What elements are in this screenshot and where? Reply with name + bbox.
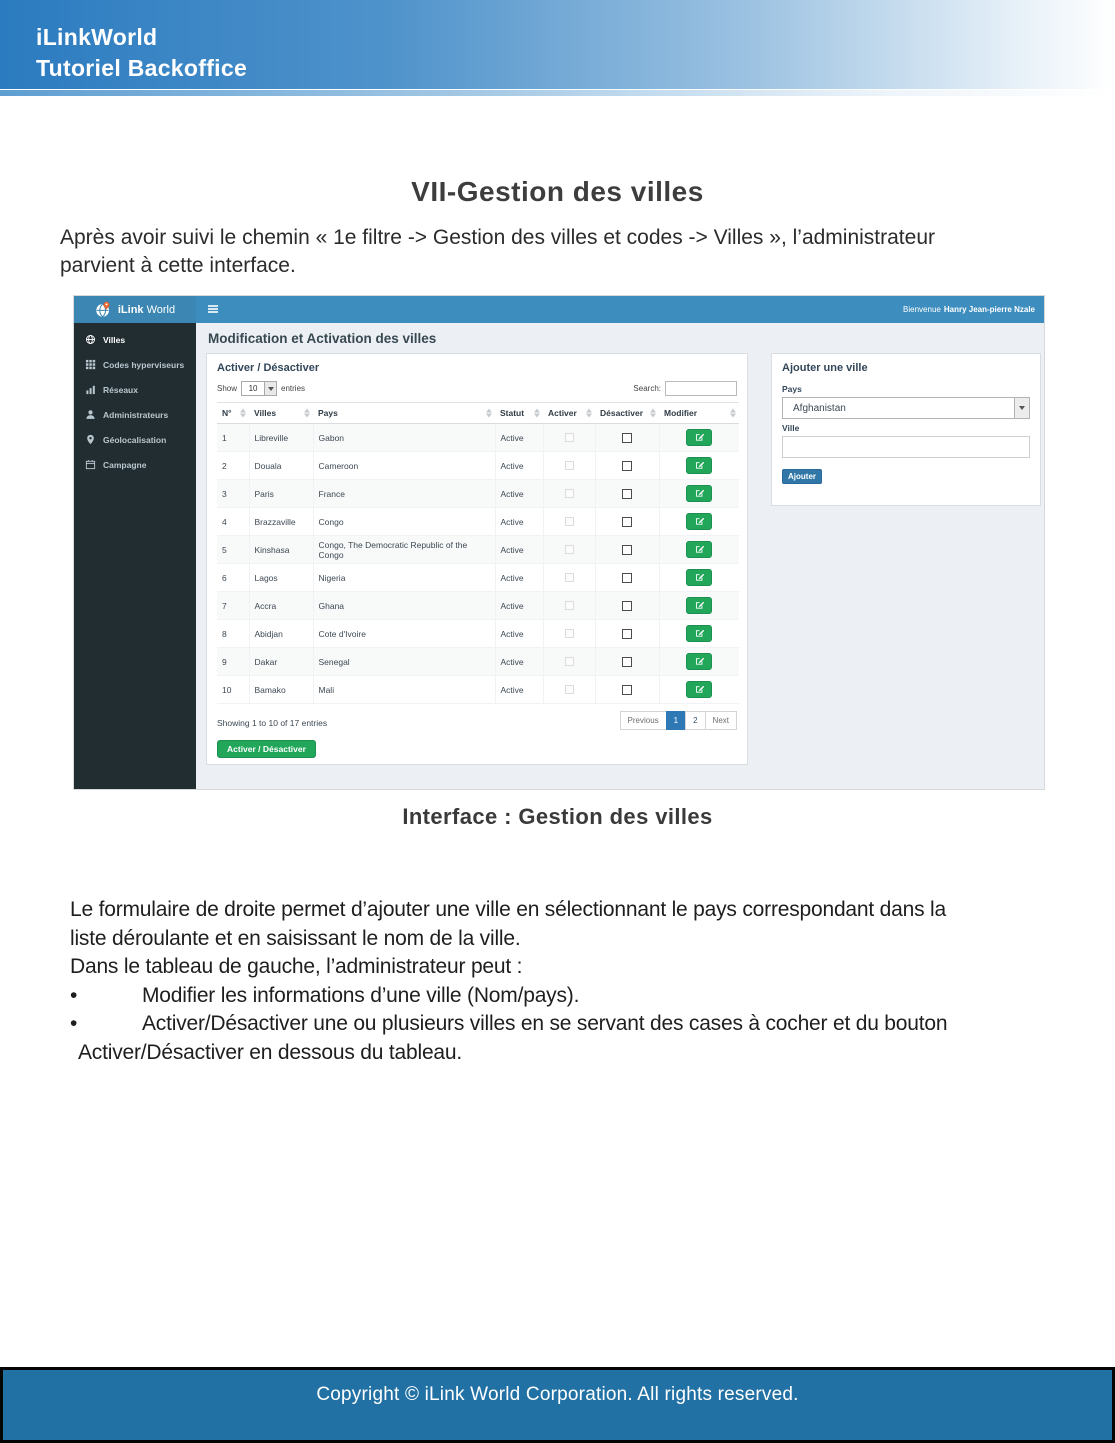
table-info: Showing 1 to 10 of 17 entries xyxy=(217,718,328,728)
cell-ville: Libreville xyxy=(249,424,313,452)
app-content xyxy=(196,323,1044,789)
activer-desactiver-button[interactable]: Activer / Désactiver xyxy=(217,740,316,758)
figure-caption: Interface : Gestion des villes xyxy=(402,804,713,829)
cell-modifier xyxy=(659,536,739,564)
table-header xyxy=(217,403,739,424)
cell-statut: Active xyxy=(495,508,543,536)
logo-text: iLink World xyxy=(117,303,176,316)
body-line: Activer/Désactiver en dessous du tableau. xyxy=(78,1040,463,1064)
desactiver-checkbox[interactable] xyxy=(622,657,632,667)
sidebar-item-villes[interactable]: Villes xyxy=(74,327,196,352)
desactiver-checkbox[interactable] xyxy=(622,685,632,695)
brand-name: iLinkWorld xyxy=(36,24,158,50)
column-header[interactable]: Activer xyxy=(543,403,595,424)
cell-num: 2 xyxy=(217,452,249,480)
table-row xyxy=(217,508,739,536)
cell-ville: Brazzaville xyxy=(249,508,313,536)
sidebar-item-codes-hyperviseurs[interactable]: Codes hyperviseurs xyxy=(74,352,196,377)
page-length-select[interactable]: 10 xyxy=(241,381,277,396)
intro-line: parvient à cette interface. xyxy=(60,254,296,277)
app-page-title: Modification et Activation des villes xyxy=(208,331,437,346)
edit-button[interactable] xyxy=(686,457,712,474)
activer-checkbox[interactable] xyxy=(565,461,574,470)
edit-button[interactable] xyxy=(686,429,712,446)
chevron-down-icon xyxy=(1014,398,1029,418)
cell-statut: Active xyxy=(495,564,543,592)
cell-desactiver xyxy=(595,564,659,592)
activer-checkbox[interactable] xyxy=(565,517,574,526)
globe-icon xyxy=(85,334,96,345)
next-page-button[interactable]: Next xyxy=(705,711,737,730)
intro-line: Après avoir suivi le chemin « 1e filtre -> Gestion des villes et codes -> Villes », l’administrateur xyxy=(60,226,935,249)
cell-ville: Paris xyxy=(249,480,313,508)
desactiver-checkbox[interactable] xyxy=(622,573,632,583)
cell-desactiver xyxy=(595,592,659,620)
previous-page-button[interactable]: Previous xyxy=(620,711,667,730)
cell-pays: Cote d'Ivoire xyxy=(313,620,495,648)
cell-activer xyxy=(543,452,595,480)
ville-label: Ville xyxy=(782,423,800,433)
sort-icon xyxy=(534,409,540,418)
desactiver-checkbox[interactable] xyxy=(622,489,632,499)
cell-num: 8 xyxy=(217,620,249,648)
cell-statut: Active xyxy=(495,592,543,620)
sidebar-item-campagne[interactable]: Campagne xyxy=(74,452,196,477)
cell-modifier xyxy=(659,620,739,648)
activer-checkbox[interactable] xyxy=(565,657,574,666)
body-line: Le formulaire de droite permet d’ajouter une ville en sélectionnant le pays correspondant dans la xyxy=(70,898,946,921)
cell-num: 9 xyxy=(217,648,249,676)
copyright-text: Copyright © iLink World Corporation. All rights reserved. xyxy=(316,1384,799,1405)
app-sidebar xyxy=(74,323,196,789)
cell-pays: Senegal xyxy=(313,648,495,676)
cell-activer xyxy=(543,620,595,648)
cell-activer xyxy=(543,676,595,704)
edit-button[interactable] xyxy=(686,513,712,530)
pagination xyxy=(621,711,737,730)
banner-text xyxy=(36,22,247,84)
column-header[interactable]: Pays xyxy=(313,403,495,424)
cell-desactiver xyxy=(595,676,659,704)
pays-selected-value: Afghanistan xyxy=(793,403,846,414)
sort-icon xyxy=(486,409,492,418)
cell-ville: Dakar xyxy=(249,648,313,676)
grid-icon xyxy=(85,359,96,370)
cell-statut: Active xyxy=(495,676,543,704)
map-marker-icon xyxy=(85,434,96,445)
desactiver-checkbox[interactable] xyxy=(622,601,632,611)
cell-activer xyxy=(543,592,595,620)
cell-pays: Cameroon xyxy=(313,452,495,480)
document-subtitle: Tutoriel Backoffice xyxy=(36,55,248,81)
edit-button[interactable] xyxy=(686,541,712,558)
sort-icon xyxy=(586,409,592,418)
user-name: Hanry Jean-pierre Nzale xyxy=(943,305,1035,314)
column-header[interactable]: Désactiver xyxy=(595,403,659,424)
edit-button[interactable] xyxy=(686,653,712,670)
add-city-panel xyxy=(771,353,1041,506)
cell-ville: Accra xyxy=(249,592,313,620)
cell-statut: Active xyxy=(495,620,543,648)
header-banner-strip xyxy=(0,90,1115,96)
cell-modifier xyxy=(659,564,739,592)
pays-select[interactable] xyxy=(782,397,1030,419)
calendar-icon xyxy=(85,459,96,470)
pays-label: Pays xyxy=(782,384,802,394)
cell-activer xyxy=(543,536,595,564)
table-row xyxy=(217,564,739,592)
cell-desactiver xyxy=(595,508,659,536)
cell-pays: Congo xyxy=(313,508,495,536)
cell-pays: France xyxy=(313,480,495,508)
table-row xyxy=(217,676,739,704)
sort-icon xyxy=(650,409,656,418)
cell-statut: Active xyxy=(495,424,543,452)
cell-statut: Active xyxy=(495,452,543,480)
cell-modifier xyxy=(659,424,739,452)
cell-activer xyxy=(543,564,595,592)
table-row xyxy=(217,424,739,452)
bullet-marker: • xyxy=(70,1012,78,1035)
sidebar-item-reseaux[interactable]: Réseaux xyxy=(74,377,196,402)
cell-num: 7 xyxy=(217,592,249,620)
cell-modifier xyxy=(659,480,739,508)
cell-modifier xyxy=(659,508,739,536)
app-navbar xyxy=(74,296,1044,323)
cell-activer xyxy=(543,508,595,536)
search-label: Search: xyxy=(633,384,661,393)
ville-input[interactable] xyxy=(782,436,1030,458)
column-header[interactable]: N° xyxy=(217,403,249,424)
activer-checkbox[interactable] xyxy=(565,489,574,498)
villes-table xyxy=(217,402,739,704)
cell-num: 4 xyxy=(217,508,249,536)
cell-num: 3 xyxy=(217,480,249,508)
desactiver-checkbox[interactable] xyxy=(622,433,632,443)
bar-chart-icon xyxy=(85,384,96,395)
cell-desactiver xyxy=(595,620,659,648)
body-paragraph xyxy=(70,896,1070,1067)
body-line: • Activer/Désactiver une ou plusieurs villes en se servant des cases à cocher et du bouton xyxy=(70,1010,1070,1039)
page-button-2[interactable]: 2 xyxy=(685,711,705,730)
cell-modifier xyxy=(659,648,739,676)
desactiver-checkbox[interactable] xyxy=(622,461,632,471)
activation-panel-title: Activer / Désactiver xyxy=(217,362,320,374)
cell-num: 5 xyxy=(217,536,249,564)
cell-activer xyxy=(543,424,595,452)
page-numbers xyxy=(667,711,706,730)
column-header[interactable]: Modifier xyxy=(659,403,739,424)
welcome-text: Bienvenue Hanry Jean-pierre Nzale xyxy=(903,305,1035,314)
cell-pays: Mali xyxy=(313,676,495,704)
hamburger-menu-icon[interactable] xyxy=(207,303,219,315)
table-row xyxy=(217,648,739,676)
table-controls xyxy=(217,381,737,399)
cell-pays: Gabon xyxy=(313,424,495,452)
column-header[interactable]: Villes xyxy=(249,403,313,424)
cell-pays: Congo, The Democratic Republic of the Congo xyxy=(313,536,495,564)
cell-modifier xyxy=(659,676,739,704)
add-city-form xyxy=(782,380,1030,484)
user-icon xyxy=(85,409,96,420)
table-row xyxy=(217,536,739,564)
globe-pin-logo-icon xyxy=(95,301,112,318)
chevron-down-icon xyxy=(264,382,276,395)
activer-checkbox[interactable] xyxy=(565,573,574,582)
edit-button[interactable] xyxy=(686,625,712,642)
table-row xyxy=(217,620,739,648)
activation-panel xyxy=(206,353,748,765)
cell-desactiver xyxy=(595,480,659,508)
cell-ville: Bamako xyxy=(249,676,313,704)
search-input[interactable] xyxy=(665,381,737,396)
table-body xyxy=(217,424,739,704)
sidebar-item-geolocalisation[interactable]: Géolocalisation xyxy=(74,427,196,452)
cell-desactiver xyxy=(595,424,659,452)
cell-pays: Ghana xyxy=(313,592,495,620)
desactiver-checkbox[interactable] xyxy=(622,545,632,555)
cell-activer xyxy=(543,480,595,508)
intro-paragraph xyxy=(60,224,1060,280)
cell-ville: Kinshasa xyxy=(249,536,313,564)
cell-ville: Lagos xyxy=(249,564,313,592)
cell-statut: Active xyxy=(495,480,543,508)
activer-checkbox[interactable] xyxy=(565,601,574,610)
cell-modifier xyxy=(659,452,739,480)
table-row xyxy=(217,452,739,480)
desactiver-checkbox[interactable] xyxy=(622,629,632,639)
cell-num: 6 xyxy=(217,564,249,592)
activer-checkbox[interactable] xyxy=(565,433,574,442)
cell-num: 1 xyxy=(217,424,249,452)
sort-icon xyxy=(240,409,246,418)
body-line: • Modifier les informations d’une ville (Nom/pays). xyxy=(70,982,1070,1011)
cell-modifier xyxy=(659,592,739,620)
cell-ville: Douala xyxy=(249,452,313,480)
cell-activer xyxy=(543,648,595,676)
add-city-panel-title: Ajouter une ville xyxy=(782,362,868,374)
section-title: VII-Gestion des villes xyxy=(411,176,704,207)
cell-statut: Active xyxy=(495,648,543,676)
table-row xyxy=(217,592,739,620)
activer-checkbox[interactable] xyxy=(565,545,574,554)
sidebar-item-administrateurs[interactable]: Administrateurs xyxy=(74,402,196,427)
cell-desactiver xyxy=(595,536,659,564)
desactiver-checkbox[interactable] xyxy=(622,517,632,527)
edit-button[interactable] xyxy=(686,681,712,698)
column-header[interactable]: Statut xyxy=(495,403,543,424)
table-row xyxy=(217,480,739,508)
cell-num: 10 xyxy=(217,676,249,704)
cell-desactiver xyxy=(595,648,659,676)
sort-icon xyxy=(730,409,736,418)
body-line: Dans le tableau de gauche, l’administrateur peut : xyxy=(70,955,523,978)
edit-button[interactable] xyxy=(686,597,712,614)
activer-checkbox[interactable] xyxy=(565,629,574,638)
app-screenshot xyxy=(73,295,1045,790)
activer-checkbox[interactable] xyxy=(565,685,574,694)
page-footer xyxy=(0,1367,1115,1443)
body-line: liste déroulante et en saisissant le nom de la ville. xyxy=(70,926,521,950)
cell-desactiver xyxy=(595,452,659,480)
page-length-control: Show 10 entries xyxy=(217,381,737,396)
cell-ville: Abidjan xyxy=(249,620,313,648)
sort-icon xyxy=(304,409,310,418)
edit-button[interactable] xyxy=(686,485,712,502)
ajouter-button[interactable]: Ajouter xyxy=(782,469,822,484)
search-control xyxy=(633,381,737,396)
cell-pays: Nigeria xyxy=(313,564,495,592)
app-logo[interactable] xyxy=(74,296,196,323)
cell-statut: Active xyxy=(495,536,543,564)
page-button-1[interactable]: 1 xyxy=(666,711,686,730)
bullet-marker: • xyxy=(70,983,78,1007)
edit-button[interactable] xyxy=(686,569,712,586)
